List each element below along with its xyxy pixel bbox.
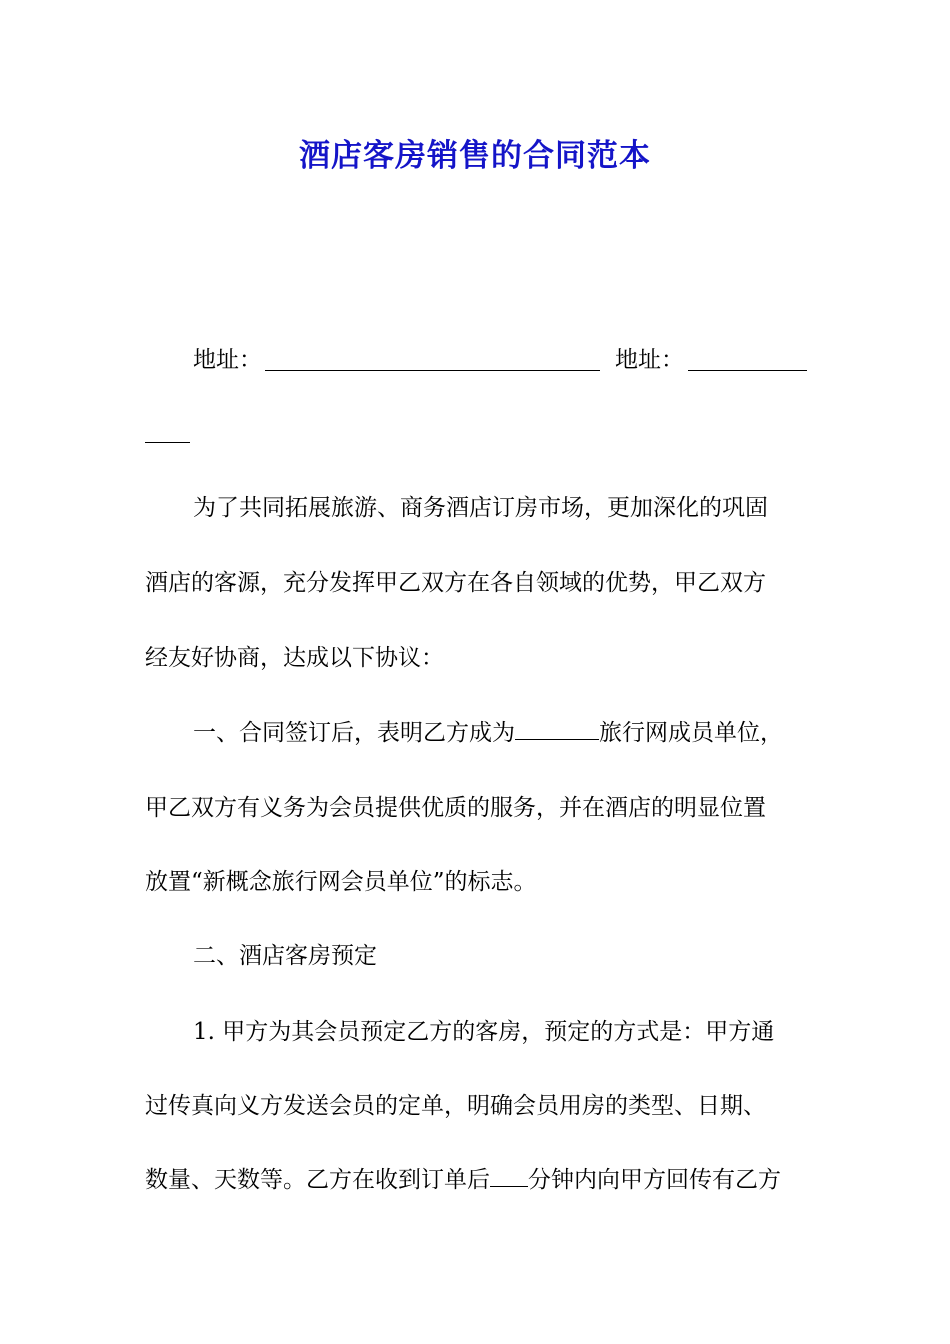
document-title: 酒店客房销售的合同范本	[299, 138, 651, 174]
paragraph-2-line-2: 甲乙双方有义务为会员提供优质的服务，并在酒店的明显位置	[145, 795, 766, 821]
paragraph-2-line-1-part-b: 旅行网成员单位，	[599, 720, 783, 746]
paragraph-3-line-3-part-a: 数量、天数等。乙方在收到订单后	[145, 1167, 490, 1193]
address-row	[193, 344, 807, 378]
minutes-blank	[490, 1164, 528, 1187]
member-unit-blank	[515, 717, 599, 740]
paragraph-2-line-3: 放置“新概念旅行网会员单位”的标志。	[145, 869, 537, 895]
paragraph-1-line-2: 酒店的客源，充分发挥甲乙双方在各自领域的优势，甲乙双方	[145, 570, 766, 596]
paragraph-1-line-3: 经友好协商，达成以下协议：	[145, 645, 444, 671]
paragraph-1-line-1: 为了共同拓展旅游、商务酒店订房市场，更加深化的巩固	[193, 495, 768, 521]
address-blank-b-continued	[145, 442, 190, 443]
paragraph-3-line-3	[145, 1164, 807, 1196]
address-blank-b	[688, 370, 807, 371]
address-label-b: 地址：	[615, 347, 684, 373]
paragraph-3-line-2: 过传真向义方发送会员的定单，明确会员用房的类型、日期、	[145, 1093, 766, 1119]
paragraph-3-line-3-part-b: 分钟内向甲方回传有乙方	[528, 1167, 781, 1193]
address-label-a: 地址：	[193, 347, 262, 373]
paragraph-2-line-1	[193, 717, 807, 749]
paragraph-2-line-1-part-a: 一、合同签订后，表明乙方成为	[193, 720, 515, 746]
paragraph-3-line-1: 1. 甲方为其会员预定乙方的客房，预定的方式是：甲方通	[193, 1019, 775, 1045]
address-blank-a	[265, 370, 600, 371]
section-heading-2: 二、酒店客房预定	[193, 943, 377, 969]
